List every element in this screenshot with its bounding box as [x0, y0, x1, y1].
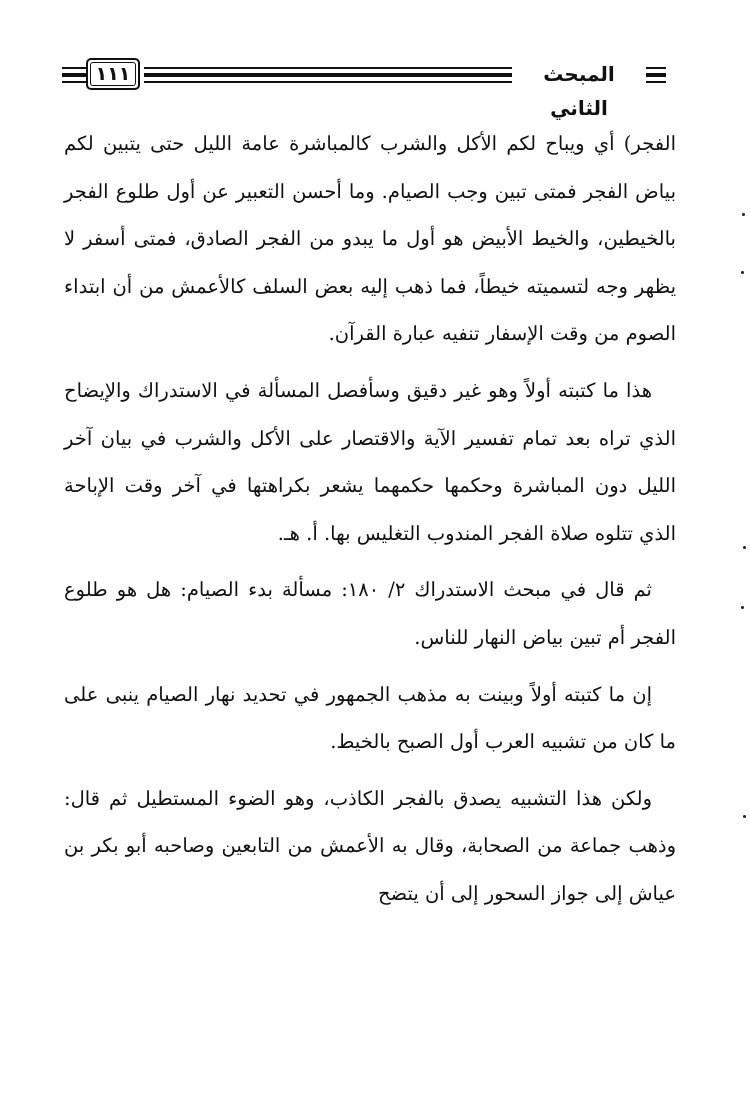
- header-rule-left: [62, 67, 86, 83]
- paragraph-4: إن ما كتبته أولاً وبينت به مذهب الجمهور في تحديد نهار الصيام ينبى على ما كان من تشبيه العرب أول الصبح بالخيط.: [64, 682, 676, 754]
- body-text: [64, 120, 676, 918]
- scan-speck: [743, 815, 746, 818]
- scan-speck: [743, 546, 746, 549]
- paragraph-1: الفجر) أي ويباح لكم الأكل والشرب كالمباشرة عامة الليل حتى يتبين لكم بياض الفجر فمتى تبين وجب الصيام. وما أحسن التعبير عن أول طلوع الفجر بالخيطين، والخيط الأبيض هو أول ما يبدو من الفجر الصادق، فمتى أسفر لا يظهر وجه لتسميته خيطاً، فما ذهب إليه بعض السلف كالأعمش من أن ابتداء الصوم من وقت الإسفار تنفيه عبارة القرآن.: [64, 132, 676, 346]
- paragraph-2: هذا ما كتبته أولاً وهو غير دقيق وسأفصل المسألة في الاستدراك والإيضاح الذي تراه بعد تمام تفسير الآية والاقتصار على الأكل والشرب في بيان آخر الليل دون المباشرة وحكمها حكمهما يشعر بكراهتها في آخر وقت الإباحة الذي تتلوه صلاة الفجر المندوب التغليس بها. أ. هـ.: [64, 378, 676, 545]
- scan-speck: [741, 271, 744, 274]
- scan-speck: [742, 213, 745, 216]
- scan-speck: [741, 606, 744, 609]
- header-rule-middle: [144, 67, 512, 83]
- paragraph-3: ثم قال في مبحث الاستدراك ٢/ ١٨٠: مسألة بدء الصيام: هل هو طلوع الفجر أم تبين بياض النهار للناس.: [64, 578, 676, 649]
- chapter-title: المبحث الثاني: [543, 62, 615, 120]
- page-number: ١١١: [86, 58, 140, 90]
- paragraph-5: ولكن هذا التشبيه يصدق بالفجر الكاذب، وهو الضوء المستطيل ثم قال: وذهب جماعة من الصحابة، وقال به الأعمش من التابعين وصاحبه أبو بكر بن عياش إلى جواز السحور إلى أن يتضح: [64, 786, 676, 905]
- header-rule-right: [646, 67, 666, 83]
- page-header: [62, 57, 666, 120]
